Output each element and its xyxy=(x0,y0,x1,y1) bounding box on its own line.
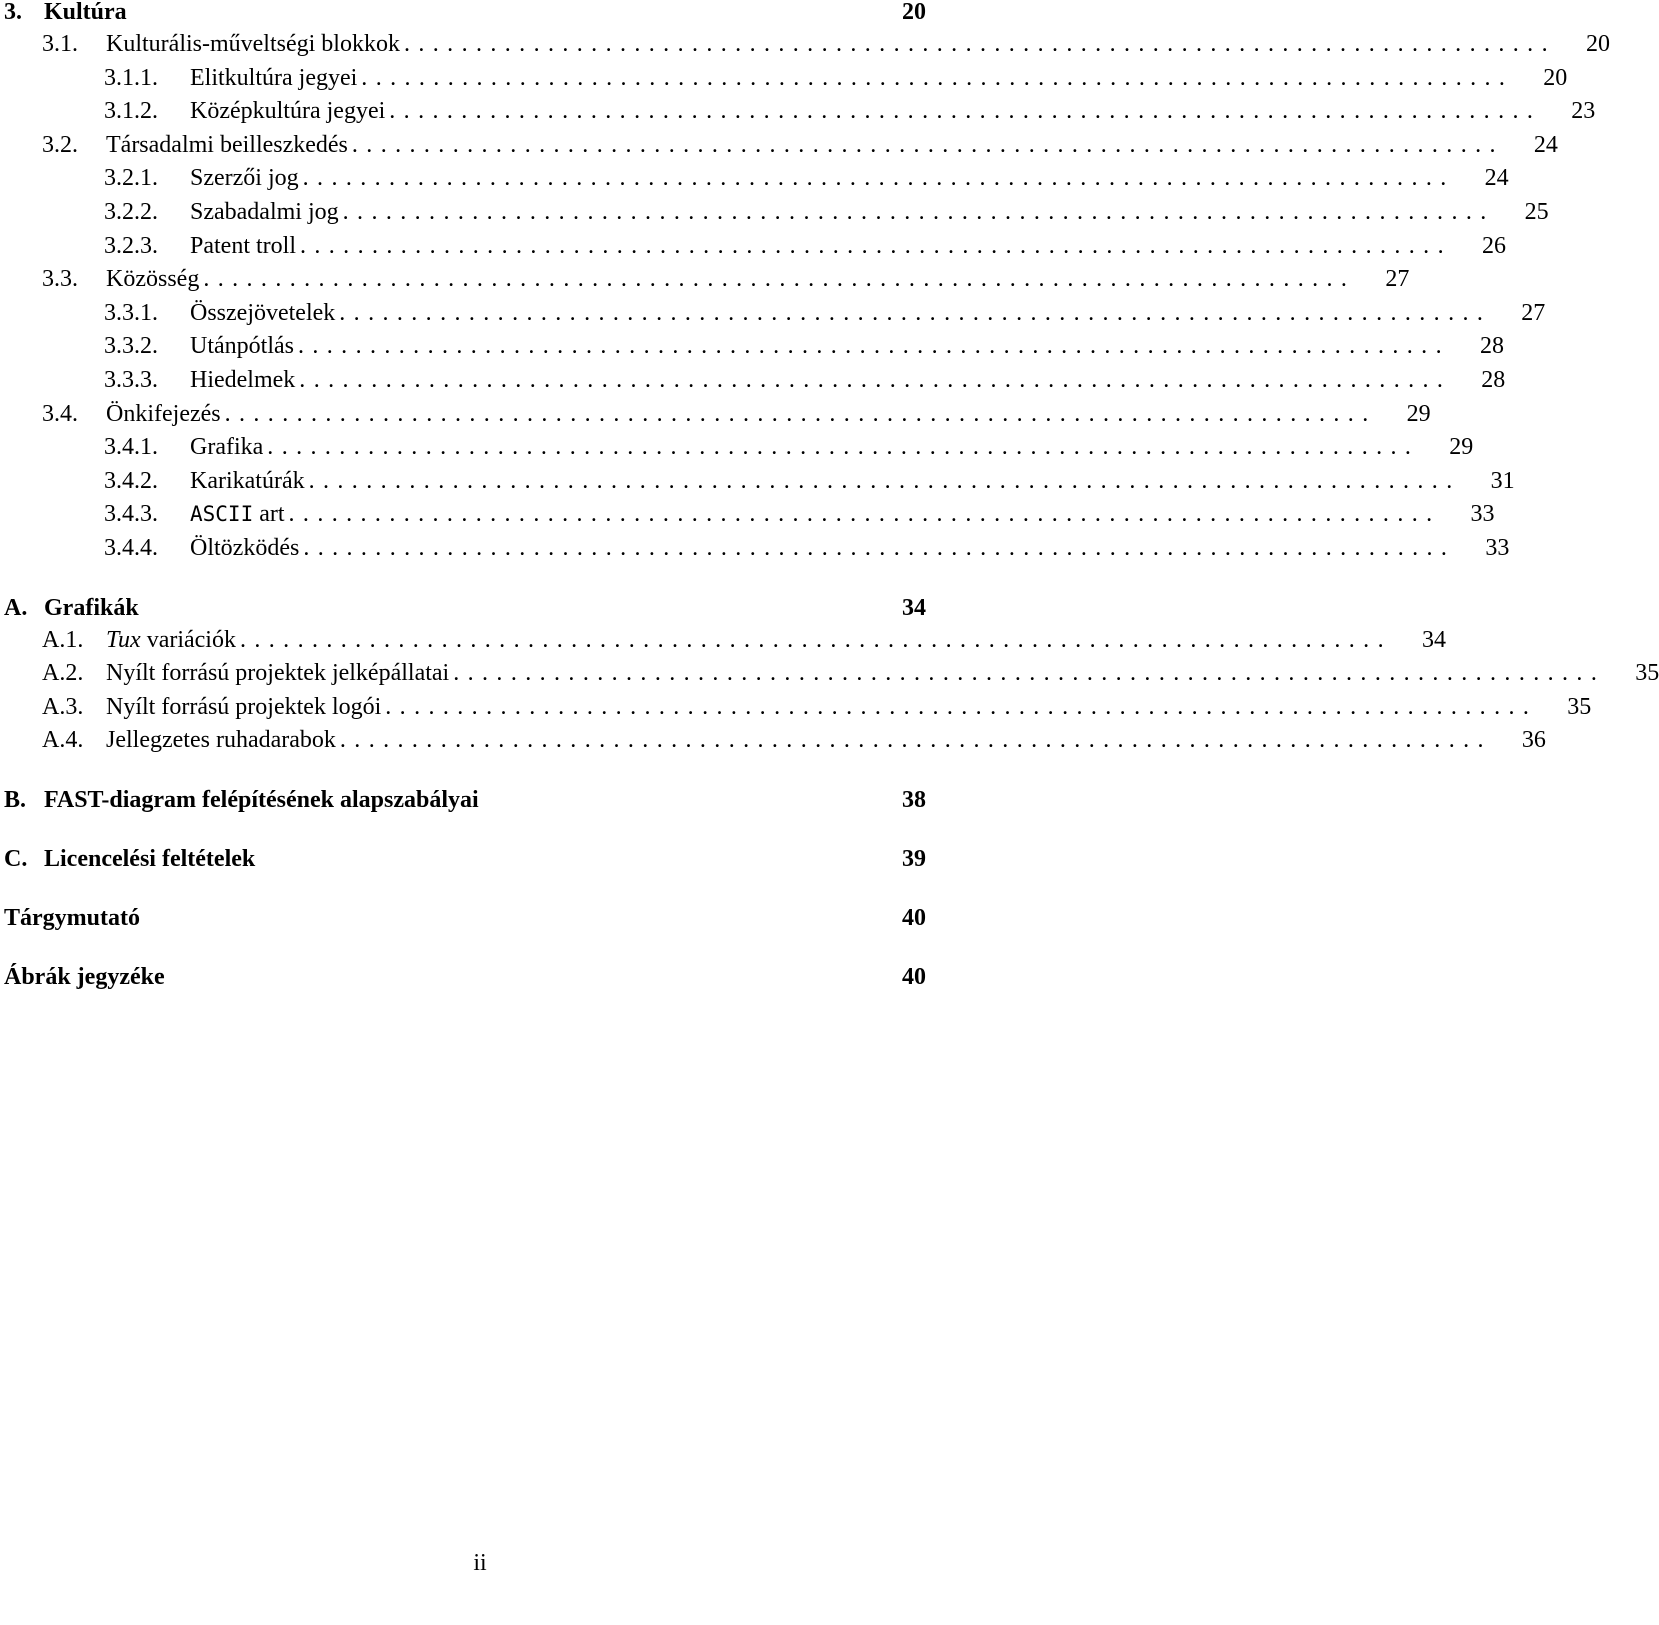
toc-leader-dots: ................................................................................ xyxy=(339,727,1492,754)
toc-entry-title: Önkifejezés xyxy=(106,400,221,427)
toc-entry[interactable] xyxy=(4,98,1596,133)
toc-leader-dots: ................................................................................ xyxy=(288,501,1441,528)
toc-leader-dots: ................................................................................ xyxy=(303,534,1456,561)
toc-index[interactable] xyxy=(4,906,926,930)
toc-appendix-a[interactable] xyxy=(4,596,926,620)
toc-page-number: 40 xyxy=(902,904,926,931)
toc-appendix-b[interactable] xyxy=(4,788,926,812)
toc-list-of-figures[interactable] xyxy=(4,965,926,989)
toc-entry-number: 3.3.1. xyxy=(104,299,158,326)
toc-entry[interactable] xyxy=(4,467,1515,503)
toc-page-number: 27 xyxy=(1385,266,1410,293)
toc-leader-dots: ................................................................................ xyxy=(339,299,1492,326)
toc-page-number: 35 xyxy=(1567,693,1592,720)
toc-entry-title-rest: art xyxy=(253,501,285,528)
toc-entry[interactable] xyxy=(4,198,1549,234)
toc-entry[interactable] xyxy=(4,232,1506,268)
toc-entry-title: Középkultúra jegyei xyxy=(190,98,386,125)
toc-entry-title: Karikatúrák xyxy=(190,467,305,494)
toc-chapter-title: Tárgymutató xyxy=(4,904,140,931)
toc-entry-title xyxy=(106,628,236,652)
toc-entry-number: A.2. xyxy=(42,660,84,687)
toc-page-number: 40 xyxy=(902,963,926,990)
toc-entry[interactable] xyxy=(4,299,1546,335)
toc-chapter-number: 3. xyxy=(4,0,22,25)
toc-entry-title: Összejövetelek xyxy=(190,299,336,326)
toc-leader-dots: ................................................................................ xyxy=(297,333,1450,360)
toc-entry-number: 3.2. xyxy=(42,131,78,158)
toc-chapter-3[interactable] xyxy=(4,0,926,24)
toc-entry[interactable] xyxy=(4,266,1410,301)
toc-entry[interactable] xyxy=(4,366,1506,402)
toc-entry-number: 3.1. xyxy=(42,31,78,57)
toc-entry[interactable] xyxy=(4,333,1504,368)
toc-leader-dots: ................................................................................ xyxy=(224,400,1377,427)
toc-page-number: 24 xyxy=(1533,131,1558,158)
toc-entry-number: 3.2.2. xyxy=(104,198,158,225)
page-folio: ii xyxy=(473,1550,487,1576)
toc-entry-title: Patent troll xyxy=(190,232,296,259)
toc-leader-dots: ................................................................................ xyxy=(403,31,1556,57)
toc-entry-number: 3.2.3. xyxy=(104,232,158,259)
toc-entry[interactable] xyxy=(4,64,1568,100)
toc-entry-title-mono: ASCII xyxy=(190,502,254,527)
toc-entry-title: Kulturális-műveltségi blokkok xyxy=(106,31,400,57)
toc-entry-title: Hiedelmek xyxy=(190,366,296,393)
toc-page-number: 34 xyxy=(902,594,926,621)
toc-page-number: 27 xyxy=(1521,299,1546,326)
toc-leader-dots: ................................................................................ xyxy=(342,198,1495,225)
toc-leader-dots: ................................................................................ xyxy=(239,626,1392,653)
toc-chapter-title: Grafikák xyxy=(44,594,139,621)
toc-leader-dots: ................................................................................ xyxy=(389,98,1542,125)
toc-entry[interactable] xyxy=(4,727,1546,762)
toc-page-number: 28 xyxy=(1479,333,1504,360)
toc-appendix-c[interactable] xyxy=(4,847,926,871)
toc-entry-number: A.3. xyxy=(42,693,84,720)
toc-page-number: 35 xyxy=(1635,660,1659,687)
toc-entry[interactable] xyxy=(4,131,1558,167)
toc-entry-title: Szerzői jog xyxy=(190,165,299,192)
toc-entry-title xyxy=(190,502,285,526)
toc-entry-number: 3.3.3. xyxy=(104,366,158,393)
toc-entry[interactable] xyxy=(4,165,1509,200)
toc-entry-title: Öltözködés xyxy=(190,534,300,561)
toc-page-number: 24 xyxy=(1484,165,1509,192)
toc-chapter-number: B. xyxy=(4,786,27,813)
toc-leader-dots: ................................................................................ xyxy=(267,434,1420,461)
toc-entry[interactable] xyxy=(4,626,1446,662)
toc-page-number: 26 xyxy=(1481,232,1506,259)
toc-leader-dots: ................................................................................ xyxy=(453,660,1606,687)
toc-entry-title-rest: variációk xyxy=(140,626,236,653)
toc-leader-dots: ................................................................................ xyxy=(203,266,1356,293)
toc-entry[interactable] xyxy=(4,434,1474,469)
toc-entry-number: 3.3.2. xyxy=(104,333,158,360)
toc-page-number: 20 xyxy=(1585,31,1610,57)
toc-entry-title: Nyílt forrású projektek jelképállatai xyxy=(106,660,450,687)
toc-page-number: 29 xyxy=(1449,434,1474,461)
toc-chapter-title: FAST-diagram felépítésének alapszabályai xyxy=(44,786,479,813)
toc-entry-number: 3.1.2. xyxy=(104,98,158,125)
toc-chapter-title: Kultúra xyxy=(44,0,127,25)
toc-chapter-3-entries xyxy=(4,31,1610,570)
toc-chapter-number: A. xyxy=(4,594,28,621)
toc-leader-dots: ................................................................................ xyxy=(385,693,1538,720)
toc-entry-number: 3.4. xyxy=(42,400,78,427)
toc-chapter-number: C. xyxy=(4,845,28,872)
toc-leader-dots: ................................................................................ xyxy=(302,165,1455,192)
toc-entry-title: Közösség xyxy=(106,266,200,293)
toc-entry-title: Utánpótlás xyxy=(190,333,294,360)
toc-leader-dots: ................................................................................ xyxy=(361,64,1514,91)
toc-page-number: 20 xyxy=(902,0,926,25)
toc-entry[interactable] xyxy=(4,31,1610,66)
toc-entry-title: Szabadalmi jog xyxy=(190,198,339,225)
toc-chapter-title: Licencelési feltételek xyxy=(44,845,256,872)
toc-entry[interactable] xyxy=(4,534,1510,570)
table-of-contents xyxy=(4,0,1659,990)
toc-page-number: 20 xyxy=(1543,64,1568,91)
toc-entry-number: 3.4.2. xyxy=(104,467,158,494)
toc-entry-title: Nyílt forrású projektek logói xyxy=(106,693,382,720)
toc-page-number: 39 xyxy=(902,845,926,872)
toc-entry-number: A.4. xyxy=(42,727,84,754)
toc-page-number: 25 xyxy=(1524,198,1549,225)
toc-entry[interactable] xyxy=(4,501,1495,536)
toc-page-number: 31 xyxy=(1490,467,1515,494)
toc-leader-dots: ................................................................................ xyxy=(351,131,1504,158)
toc-page-number: 38 xyxy=(902,786,926,813)
toc-page-number: 33 xyxy=(1485,534,1510,561)
toc-entry[interactable] xyxy=(4,660,1659,695)
toc-entry-number: 3.3. xyxy=(42,266,78,293)
toc-page-number: 28 xyxy=(1481,366,1506,393)
toc-entry[interactable] xyxy=(4,400,1431,436)
toc-entry-number: 3.4.3. xyxy=(104,501,158,528)
toc-leader-dots: ................................................................................ xyxy=(299,366,1452,393)
toc-entry-number: 3.4.1. xyxy=(104,434,158,461)
toc-page-number: 23 xyxy=(1571,98,1596,125)
toc-entry-number: 3.1.1. xyxy=(104,64,158,91)
toc-entry-title: Elitkultúra jegyei xyxy=(190,64,358,91)
toc-page-number: 36 xyxy=(1521,727,1546,754)
toc-entry-title-italic: Tux xyxy=(106,626,141,653)
toc-entry[interactable] xyxy=(4,693,1592,729)
toc-entry-title: Társadalmi beilleszkedés xyxy=(106,131,348,158)
toc-page-number: 34 xyxy=(1421,626,1446,653)
toc-page-number: 33 xyxy=(1470,501,1495,528)
toc-entry-number: A.1. xyxy=(42,626,84,653)
toc-entry-number: 3.4.4. xyxy=(104,534,158,561)
toc-leader-dots: ................................................................................ xyxy=(299,232,1452,259)
toc-page-number: 29 xyxy=(1406,400,1431,427)
toc-entry-number: 3.2.1. xyxy=(104,165,158,192)
toc-chapter-title: Ábrák jegyzéke xyxy=(4,963,165,990)
toc-leader-dots: ................................................................................ xyxy=(308,467,1461,494)
toc-entry-title: Jellegzetes ruhadarabok xyxy=(106,727,336,754)
toc-entry-title: Grafika xyxy=(190,434,264,461)
